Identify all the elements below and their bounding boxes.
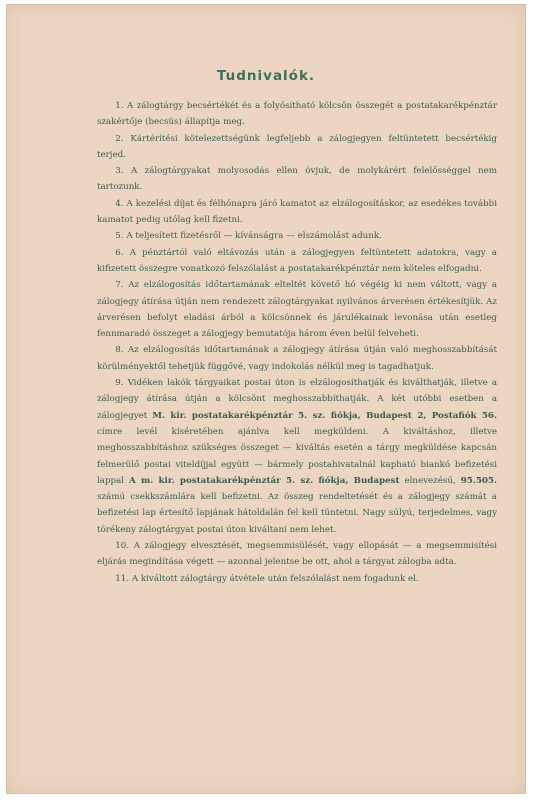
page-title: Tudnivalók. (216, 68, 316, 84)
paragraph-4 (97, 196, 497, 229)
paragraph-9-text: elnevezésű, (399, 475, 461, 486)
paragraph-2 (97, 131, 497, 164)
paragraph-9 (97, 375, 497, 538)
paragraph-6-text: 6. A pénztártól való eltávozás után a zálogjegyen feltüntetett adatokra, vagy a kifizetett összegre vonatkozó felszólalást a postatakarékpénztár nem köteles elfogadni. (97, 247, 497, 274)
paragraph-7 (97, 277, 497, 342)
postal-address: M. kir. postatakarékpénztár 5. sz. fiókja, Budapest 2, Postafiók 56. (152, 410, 497, 421)
document-page (6, 4, 526, 794)
paragraph-10 (97, 538, 497, 571)
paragraph-8 (97, 342, 497, 375)
paragraph-10-text: 10. A zálogjegy elvesztését, megsemmisülését, vagy ellopását — a megsemmisítési eljárás megindítása végett — azonnal jelentse be ott, ahol a tárgyat zálogba adta. (97, 541, 497, 568)
paragraph-2-text: 2. Kártérítési kötelezettségünk legfeljebb a zálogjegyen feltüntetett becsértékig terjed. (97, 133, 497, 160)
paragraph-9-text: 9. Vidéken lakók tárgyaikat postai úton is elzálogosíthatják és kiválthatják, illetve a zálogjegy átírása útján a kölcsönt meghosszabbíthatják. A két utóbbi esetben a zálogjegyet (97, 378, 497, 421)
paragraph-5 (97, 228, 497, 244)
account-number: 95.505. (460, 475, 497, 486)
paragraph-3 (97, 163, 497, 196)
paragraph-1 (97, 98, 497, 131)
paragraph-11-text: 11. A kiváltott zálogtárgy átvétele után felszólalást nem fogadunk el. (115, 573, 419, 584)
paragraph-9-text: számú csekkszámlára kell befizetni. Az összeg rendeltetését és a zálogjegy számát a befizetési lap értesítő lapjának hátoldalán fel kell tüntetni. Nagy súlyú, terjedelmes, vagy törékeny zálogtárgyat postai úton kiváltani nem lehet. (97, 492, 497, 535)
paragraph-8-text: 8. Az elzálogosítás időtartamának a zálogjegy átírása útján való meghosszabbítását körülményektől tehetjük függővé, vagy indokolás nélkül meg is tagadhatjuk. (97, 345, 497, 372)
account-holder-name: A m. kir. postatakarékpénztár 5. sz. fiókja, Budapest (129, 475, 400, 486)
paragraph-1-text: 1. A zálogtárgy becsértékét és a folyósítható kölcsön összegét a postatakarékpénztár szakértője (becsüs) állapítja meg. (97, 101, 497, 128)
paragraph-6 (97, 245, 497, 278)
paragraph-11 (97, 571, 497, 587)
notice-body (97, 98, 497, 587)
paragraph-4-text: 4. A kezelési díjat és félhónapra járó kamatot az elzálogosításkor, az esedékes további kamatot pedig utólag kell fizetni. (97, 198, 497, 226)
paragraph-5-text: 5. A teljesített fizetésről — kívánságra — elszámolást adunk. (115, 231, 382, 242)
paragraph-3-text: 3. A zálogtárgyakat molyosodás ellen óvjuk, de molykárért felelősséggel nem tartozunk. (97, 166, 497, 193)
paragraph-9-text: címre levél kíséretében ajánlva kell megküldeni. A kiváltáshoz, illetve meghosszabbításhoz szükséges összeget — kiváltás esetén a tárgy megküldése kapcsán felmerülő postai viteldíjjal együtt — bármely postahivatalnál kapható biankó befizetési lappal (97, 426, 497, 486)
paragraph-7-text: 7. Az elzálogosítás időtartamának elteltét követő hó végéig ki nem váltott, vagy a zálogjegy átírása útján nem rendezett zálogtárgyakat nyilvános árverésen értékesítjük. Az árverésen befolyt eladási árból a kölcsönnek és járulékainak levonása után esetleg fennmaradó összeget a zálogjegy bemutatója három éven belül felveheti. (97, 280, 497, 340)
